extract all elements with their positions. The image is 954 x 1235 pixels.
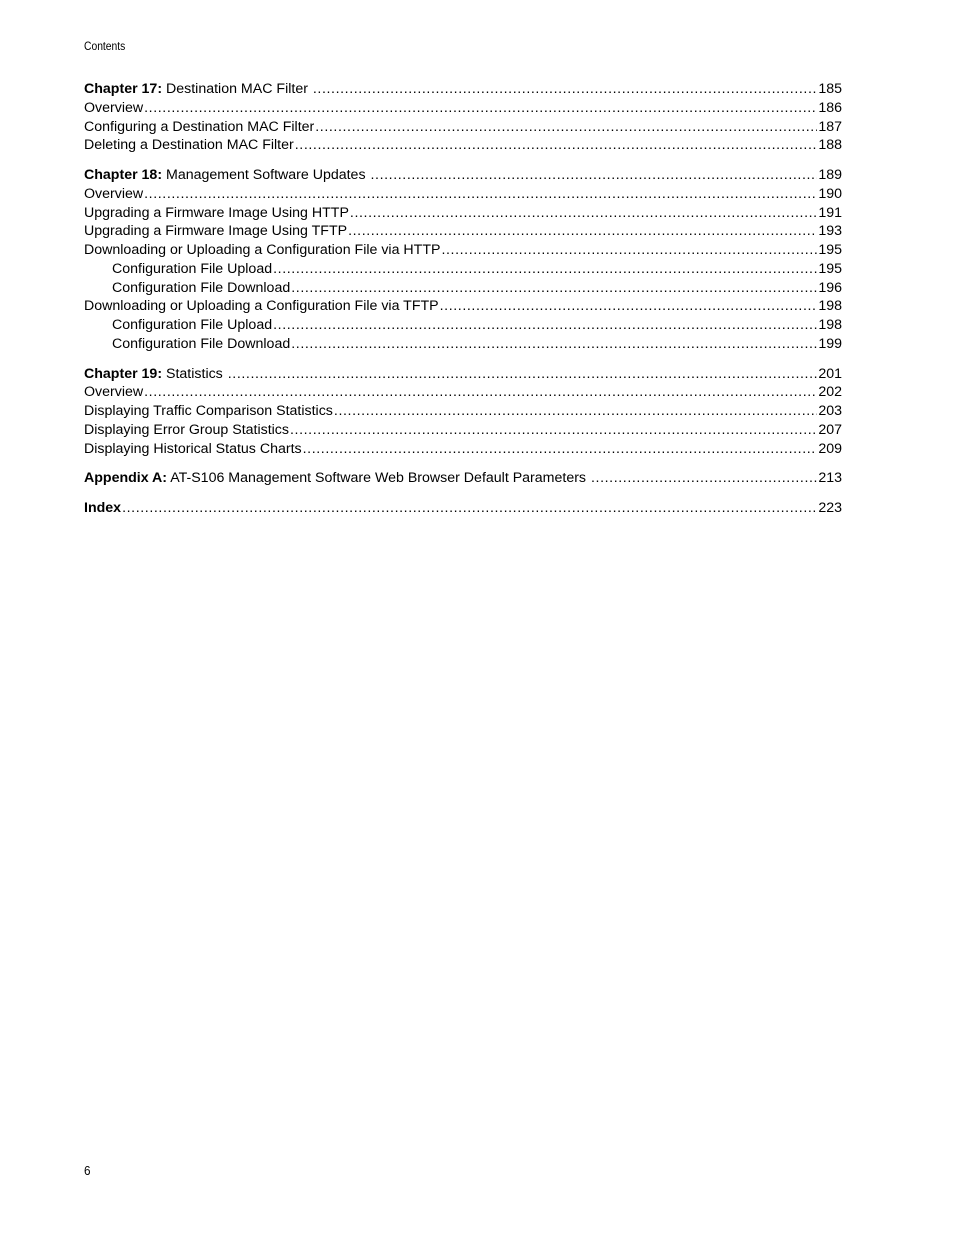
toc-entry[interactable]: [84, 421, 842, 440]
toc-entry[interactable]: [84, 222, 842, 241]
toc-entry-chapter[interactable]: [84, 166, 842, 185]
toc-entry-title: Configuring a Destination MAC Filter: [84, 118, 315, 135]
toc-entry-title: Displaying Traffic Comparison Statistics: [84, 403, 333, 419]
toc-entry[interactable]: [84, 99, 842, 118]
dot-leader: [591, 469, 817, 488]
toc-section-chapter-17: [84, 80, 842, 155]
toc-subentry[interactable]: [84, 316, 842, 335]
toc-entry-label: Index: [84, 500, 122, 516]
toc-entry-page: 190: [818, 185, 842, 202]
toc-entry-page: 193: [818, 223, 842, 240]
toc-entry-title: Chapter 19: Statistics: [84, 365, 223, 382]
toc-entry[interactable]: [84, 118, 842, 137]
toc-entry-page: 201: [818, 365, 842, 382]
toc-entry-page: 223: [818, 500, 842, 516]
dot-leader: [313, 80, 817, 99]
toc-entry[interactable]: [84, 204, 842, 223]
dot-leader: [303, 440, 818, 459]
toc-entry-title: Configuration File Upload: [112, 317, 273, 333]
toc-entry-title: [84, 499, 121, 518]
toc-entry-chapter[interactable]: [84, 365, 842, 384]
toc-entry-title: Upgrading a Firmware Image Using HTTP: [84, 204, 349, 221]
table-of-contents: [84, 80, 842, 529]
toc-entry-label: Chapter 17:: [84, 81, 163, 97]
toc-entry-page: 186: [818, 99, 842, 116]
toc-entry-page: 196: [818, 279, 842, 296]
dot-leader: [122, 499, 817, 518]
toc-entry[interactable]: [84, 383, 842, 402]
dot-leader: [228, 365, 818, 384]
toc-entry-title: Configuration File Upload: [112, 260, 273, 277]
dot-leader: [291, 335, 817, 354]
toc-entry[interactable]: [84, 136, 842, 155]
toc-entry[interactable]: [84, 297, 842, 316]
toc-entry-page: 191: [818, 204, 842, 221]
dot-leader: [315, 118, 817, 137]
toc-entry-page: 188: [818, 137, 842, 154]
toc-entry-page: 207: [818, 421, 842, 438]
toc-entry-label: Chapter 19:: [84, 365, 163, 382]
toc-entry[interactable]: [84, 185, 842, 204]
toc-entry-title: Chapter 17: Destination MAC Filter: [84, 81, 308, 97]
toc-entry-page: 203: [818, 403, 842, 419]
dot-leader: [144, 99, 817, 118]
toc-entry-title: Appendix A: AT-S106 Management Software Web Browser Default Parameters: [84, 470, 587, 487]
dot-leader: [291, 279, 817, 298]
toc-entry-page: 195: [818, 242, 842, 258]
toc-subentry[interactable]: [84, 260, 842, 279]
dot-leader: [273, 260, 817, 279]
dot-leader: [440, 297, 818, 316]
toc-entry-label: Appendix A:: [84, 470, 168, 487]
toc-entry-chapter[interactable]: [84, 80, 842, 99]
toc-entry-label: Chapter 18:: [84, 167, 163, 183]
toc-entry-title: Displaying Historical Status Charts: [84, 440, 302, 457]
toc-entry-title: Overview: [84, 185, 144, 202]
toc-entry-title: Deleting a Destination MAC Filter: [84, 137, 294, 154]
toc-entry-page: 209: [818, 440, 842, 457]
dot-leader: [290, 421, 817, 440]
toc-entry[interactable]: [84, 440, 842, 459]
toc-entry-page: 198: [818, 298, 842, 315]
toc-section-appendix-a: [84, 469, 842, 488]
toc-entry-index[interactable]: [84, 499, 842, 518]
dot-leader: [334, 402, 817, 421]
page-number: 6: [84, 1163, 91, 1178]
toc-entry[interactable]: [84, 402, 842, 421]
toc-entry-page: 185: [818, 81, 842, 97]
toc-entry-title: Overview: [84, 99, 144, 116]
toc-entry[interactable]: [84, 241, 842, 260]
toc-entry-title: Upgrading a Firmware Image Using TFTP: [84, 223, 348, 240]
dot-leader: [144, 383, 817, 402]
dot-leader: [144, 185, 817, 204]
dot-leader: [371, 166, 818, 185]
toc-entry-page: 189: [818, 167, 842, 183]
toc-subentry[interactable]: [84, 279, 842, 298]
dot-leader: [350, 204, 817, 223]
toc-entry-page: 213: [818, 470, 842, 487]
dot-leader: [348, 222, 817, 241]
dot-leader: [441, 241, 817, 260]
toc-entry-title: Chapter 18: Management Software Updates: [84, 167, 366, 183]
toc-entry-title: Configuration File Download: [112, 335, 291, 352]
toc-entry-appendix[interactable]: [84, 469, 842, 488]
toc-entry-page: 198: [818, 317, 842, 333]
toc-section-chapter-19: [84, 365, 842, 459]
toc-subentry[interactable]: [84, 335, 842, 354]
running-head: Contents: [84, 39, 126, 53]
toc-section-chapter-18: [84, 166, 842, 354]
toc-entry-title: Overview: [84, 384, 144, 401]
toc-entry-title: Downloading or Uploading a Configuration File via TFTP: [84, 298, 439, 315]
dot-leader: [295, 136, 818, 155]
toc-entry-page: 202: [818, 384, 842, 401]
toc-section-index: [84, 499, 842, 518]
toc-entry-page: 195: [818, 260, 842, 277]
toc-entry-page: 199: [818, 335, 842, 352]
toc-entry-page: 187: [818, 118, 842, 135]
toc-entry-title: Configuration File Download: [112, 279, 291, 296]
dot-leader: [273, 316, 817, 335]
toc-entry-title: Displaying Error Group Statistics: [84, 421, 289, 438]
toc-entry-title: Downloading or Uploading a Configuration File via HTTP: [84, 242, 441, 258]
